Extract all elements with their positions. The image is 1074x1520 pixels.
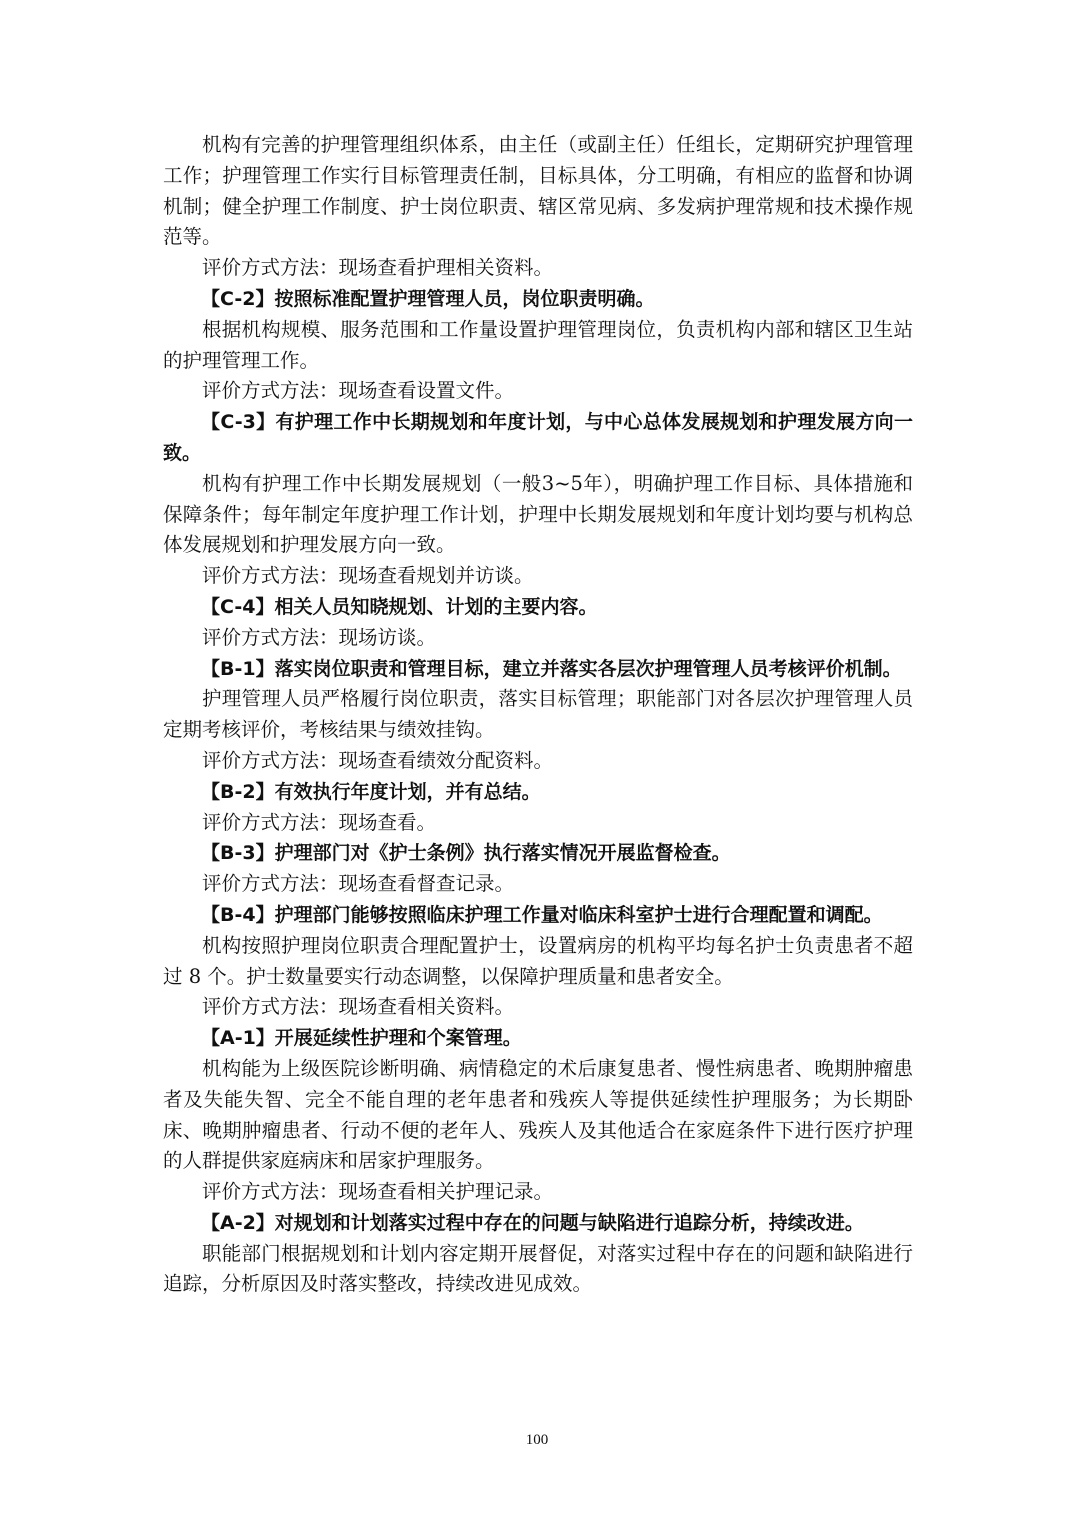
section-heading: 【B-3】护理部门对《护士条例》执行落实情况开展监督检查。	[201, 842, 731, 865]
paragraph: 护理管理人员严格履行岗位职责，落实目标管理；职能部门对各层次护理管理人员定期考核评价，考核结果与绩效挂钩。	[163, 687, 913, 742]
paragraph: 评价方式方法：现场查看相关资料。	[202, 995, 515, 1019]
paragraph: 评价方式方法：现场访谈。	[202, 625, 437, 649]
paragraph: 评价方式方法：现场查看设置文件。	[202, 379, 515, 403]
section-heading: 【C-2】按照标准配置护理管理人员，岗位职责明确。	[201, 287, 655, 310]
section-heading: 【B-2】有效执行年度计划，并有总结。	[201, 780, 541, 803]
paragraph: 评价方式方法：现场查看护理相关资料。	[202, 256, 554, 280]
paragraph: 评价方式方法：现场查看。	[202, 810, 437, 834]
section-heading: 【A-1】开展延续性护理和个案管理。	[201, 1027, 522, 1050]
section-heading: 【C-4】相关人员知晓规划、计划的主要内容。	[201, 595, 598, 618]
paragraph: 机构有完善的护理管理组织体系，由主任（或副主任）任组长，定期研究护理管理工作；护理管理工作实行目标管理责任制，目标具体，分工明确，有相应的监督和协调机制；健全护理工作制度、护士岗位职责、辖区常见病、多发病护理常规和技术操作规范等。	[163, 133, 913, 249]
paragraph: 机构按照护理岗位职责合理配置护士，设置病房的机构平均每名护士负责患者不超过 8 个。护士数量要实行动态调整，以保障护理质量和患者安全。	[163, 933, 913, 988]
paragraph: 机构有护理工作中长期发展规划（一般3~5年），明确护理工作目标、具体措施和保障条件；每年制定年度护理工作计划，护理中长期发展规划和年度计划均要与机构总体发展规划和护理发展方向一致。	[163, 471, 913, 557]
paragraph: 评价方式方法：现场查看绩效分配资料。	[202, 748, 554, 772]
section-heading: 【B-1】落实岗位职责和管理目标，建立并落实各层次护理管理人员考核评价机制。	[201, 657, 902, 680]
paragraph: 评价方式方法：现场查看督查记录。	[202, 872, 515, 896]
paragraph: 评价方式方法：现场查看规划并访谈。	[202, 564, 534, 588]
document-body	[163, 130, 913, 1300]
paragraph: 根据机构规模、服务范围和工作量设置护理管理岗位，负责机构内部和辖区卫生站的护理管理工作。	[163, 317, 913, 372]
paragraph: 职能部门根据规划和计划内容定期开展督促，对落实过程中存在的问题和缺陷进行追踪，分析原因及时落实整改，持续改进见成效。	[163, 1241, 913, 1296]
page-number: 100	[525, 1432, 549, 1448]
section-heading: 【A-2】对规划和计划落实过程中存在的问题与缺陷进行追踪分析，持续改进。	[201, 1211, 864, 1234]
paragraph: 评价方式方法：现场查看相关护理记录。	[202, 1180, 554, 1204]
paragraph: 机构能为上级医院诊断明确、病情稳定的术后康复患者、慢性病患者、晚期肿瘤患者及失能失智、完全不能自理的老年患者和残疾人等提供延续性护理服务；为长期卧床、晚期肿瘤患者、行动不便的老年人、残疾人及其他适合在家庭条件下进行医疗护理的人群提供家庭病床和居家护理服务。	[163, 1056, 913, 1173]
section-heading: 【C-3】有护理工作中长期规划和年度计划，与中心总体发展规划和护理发展方向一致。	[163, 411, 913, 464]
section-heading: 【B-4】护理部门能够按照临床护理工作量对临床科室护士进行合理配置和调配。	[201, 903, 883, 926]
